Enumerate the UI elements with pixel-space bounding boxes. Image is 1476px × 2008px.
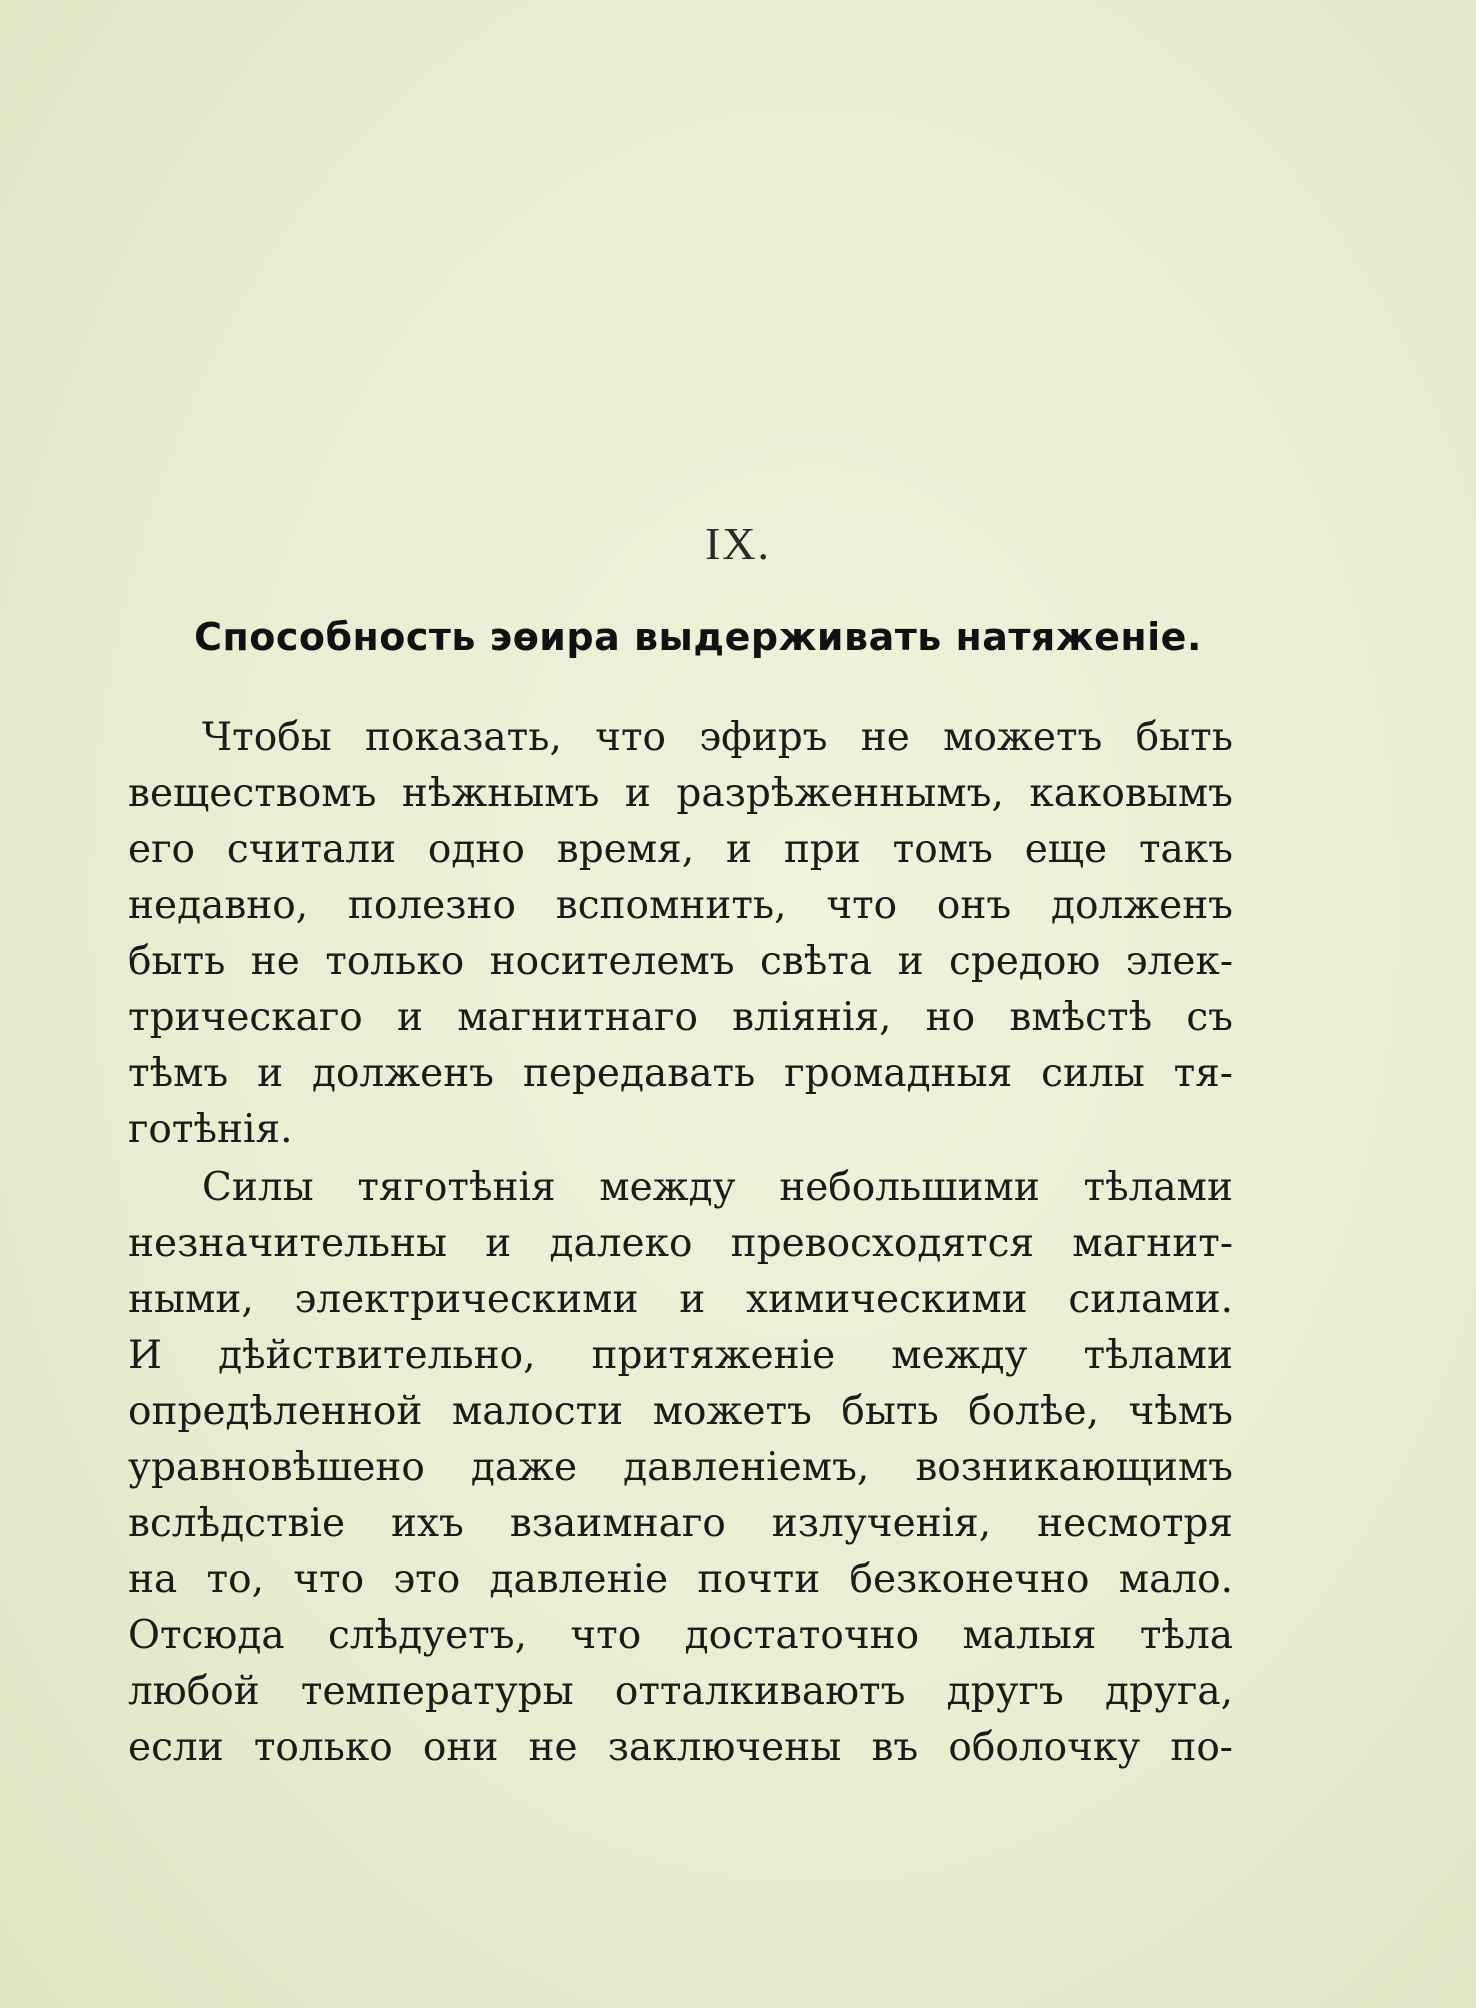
text-line: любой температуры отталкиваютъ другъ друга, bbox=[128, 1669, 1233, 1714]
text-line: быть не только носителемъ свѣта и средою элек- bbox=[128, 939, 1233, 984]
text-line: трическаго и магнитнаго вліянія, но вмѣстѣ съ bbox=[128, 995, 1233, 1040]
text-line: И дѣйствительно, притяженіе между тѣлами bbox=[128, 1333, 1233, 1378]
text-line: ными, электрическими и химическими силами. bbox=[128, 1277, 1233, 1322]
text-line: Силы тяготѣнія между небольшими тѣлами bbox=[202, 1165, 1233, 1210]
text-line: Чтобы показать, что эфиръ не можетъ быть bbox=[202, 715, 1233, 760]
text-line: недавно, полезно вспомнить, что онъ долженъ bbox=[128, 883, 1233, 928]
text-line: тѣмъ и долженъ передавать громадныя силы тя- bbox=[128, 1051, 1233, 1096]
text-line: Отсюда слѣдуетъ, что достаточно малыя тѣла bbox=[128, 1613, 1233, 1658]
text-line: готѣнія. bbox=[128, 1107, 293, 1152]
text-line: веществомъ нѣжнымъ и разрѣженнымъ, каковымъ bbox=[128, 771, 1233, 816]
paragraph-1 bbox=[128, 710, 1233, 1158]
text-line: на то, что это давленіе почти безконечно мало. bbox=[128, 1557, 1233, 1602]
text-line: его считали одно время, и при томъ еще такъ bbox=[128, 827, 1233, 872]
chapter-title: Способность эөира выдерживать натяженіе. bbox=[194, 615, 1202, 659]
text-line: незначительны и далеко превосходятся магнит- bbox=[128, 1221, 1233, 1266]
paragraph-2 bbox=[128, 1160, 1233, 1776]
text-line: опредѣленной малости можетъ быть болѣе, чѣмъ bbox=[128, 1389, 1233, 1434]
text-line: если только они не заключены въ оболочку по- bbox=[128, 1725, 1233, 1770]
chapter-number: IX. bbox=[704, 518, 772, 569]
text-line: уравновѣшено даже давленіемъ, возникающимъ bbox=[128, 1445, 1233, 1490]
text-line: вслѣдствіе ихъ взаимнаго излученія, несмотря bbox=[128, 1501, 1233, 1546]
